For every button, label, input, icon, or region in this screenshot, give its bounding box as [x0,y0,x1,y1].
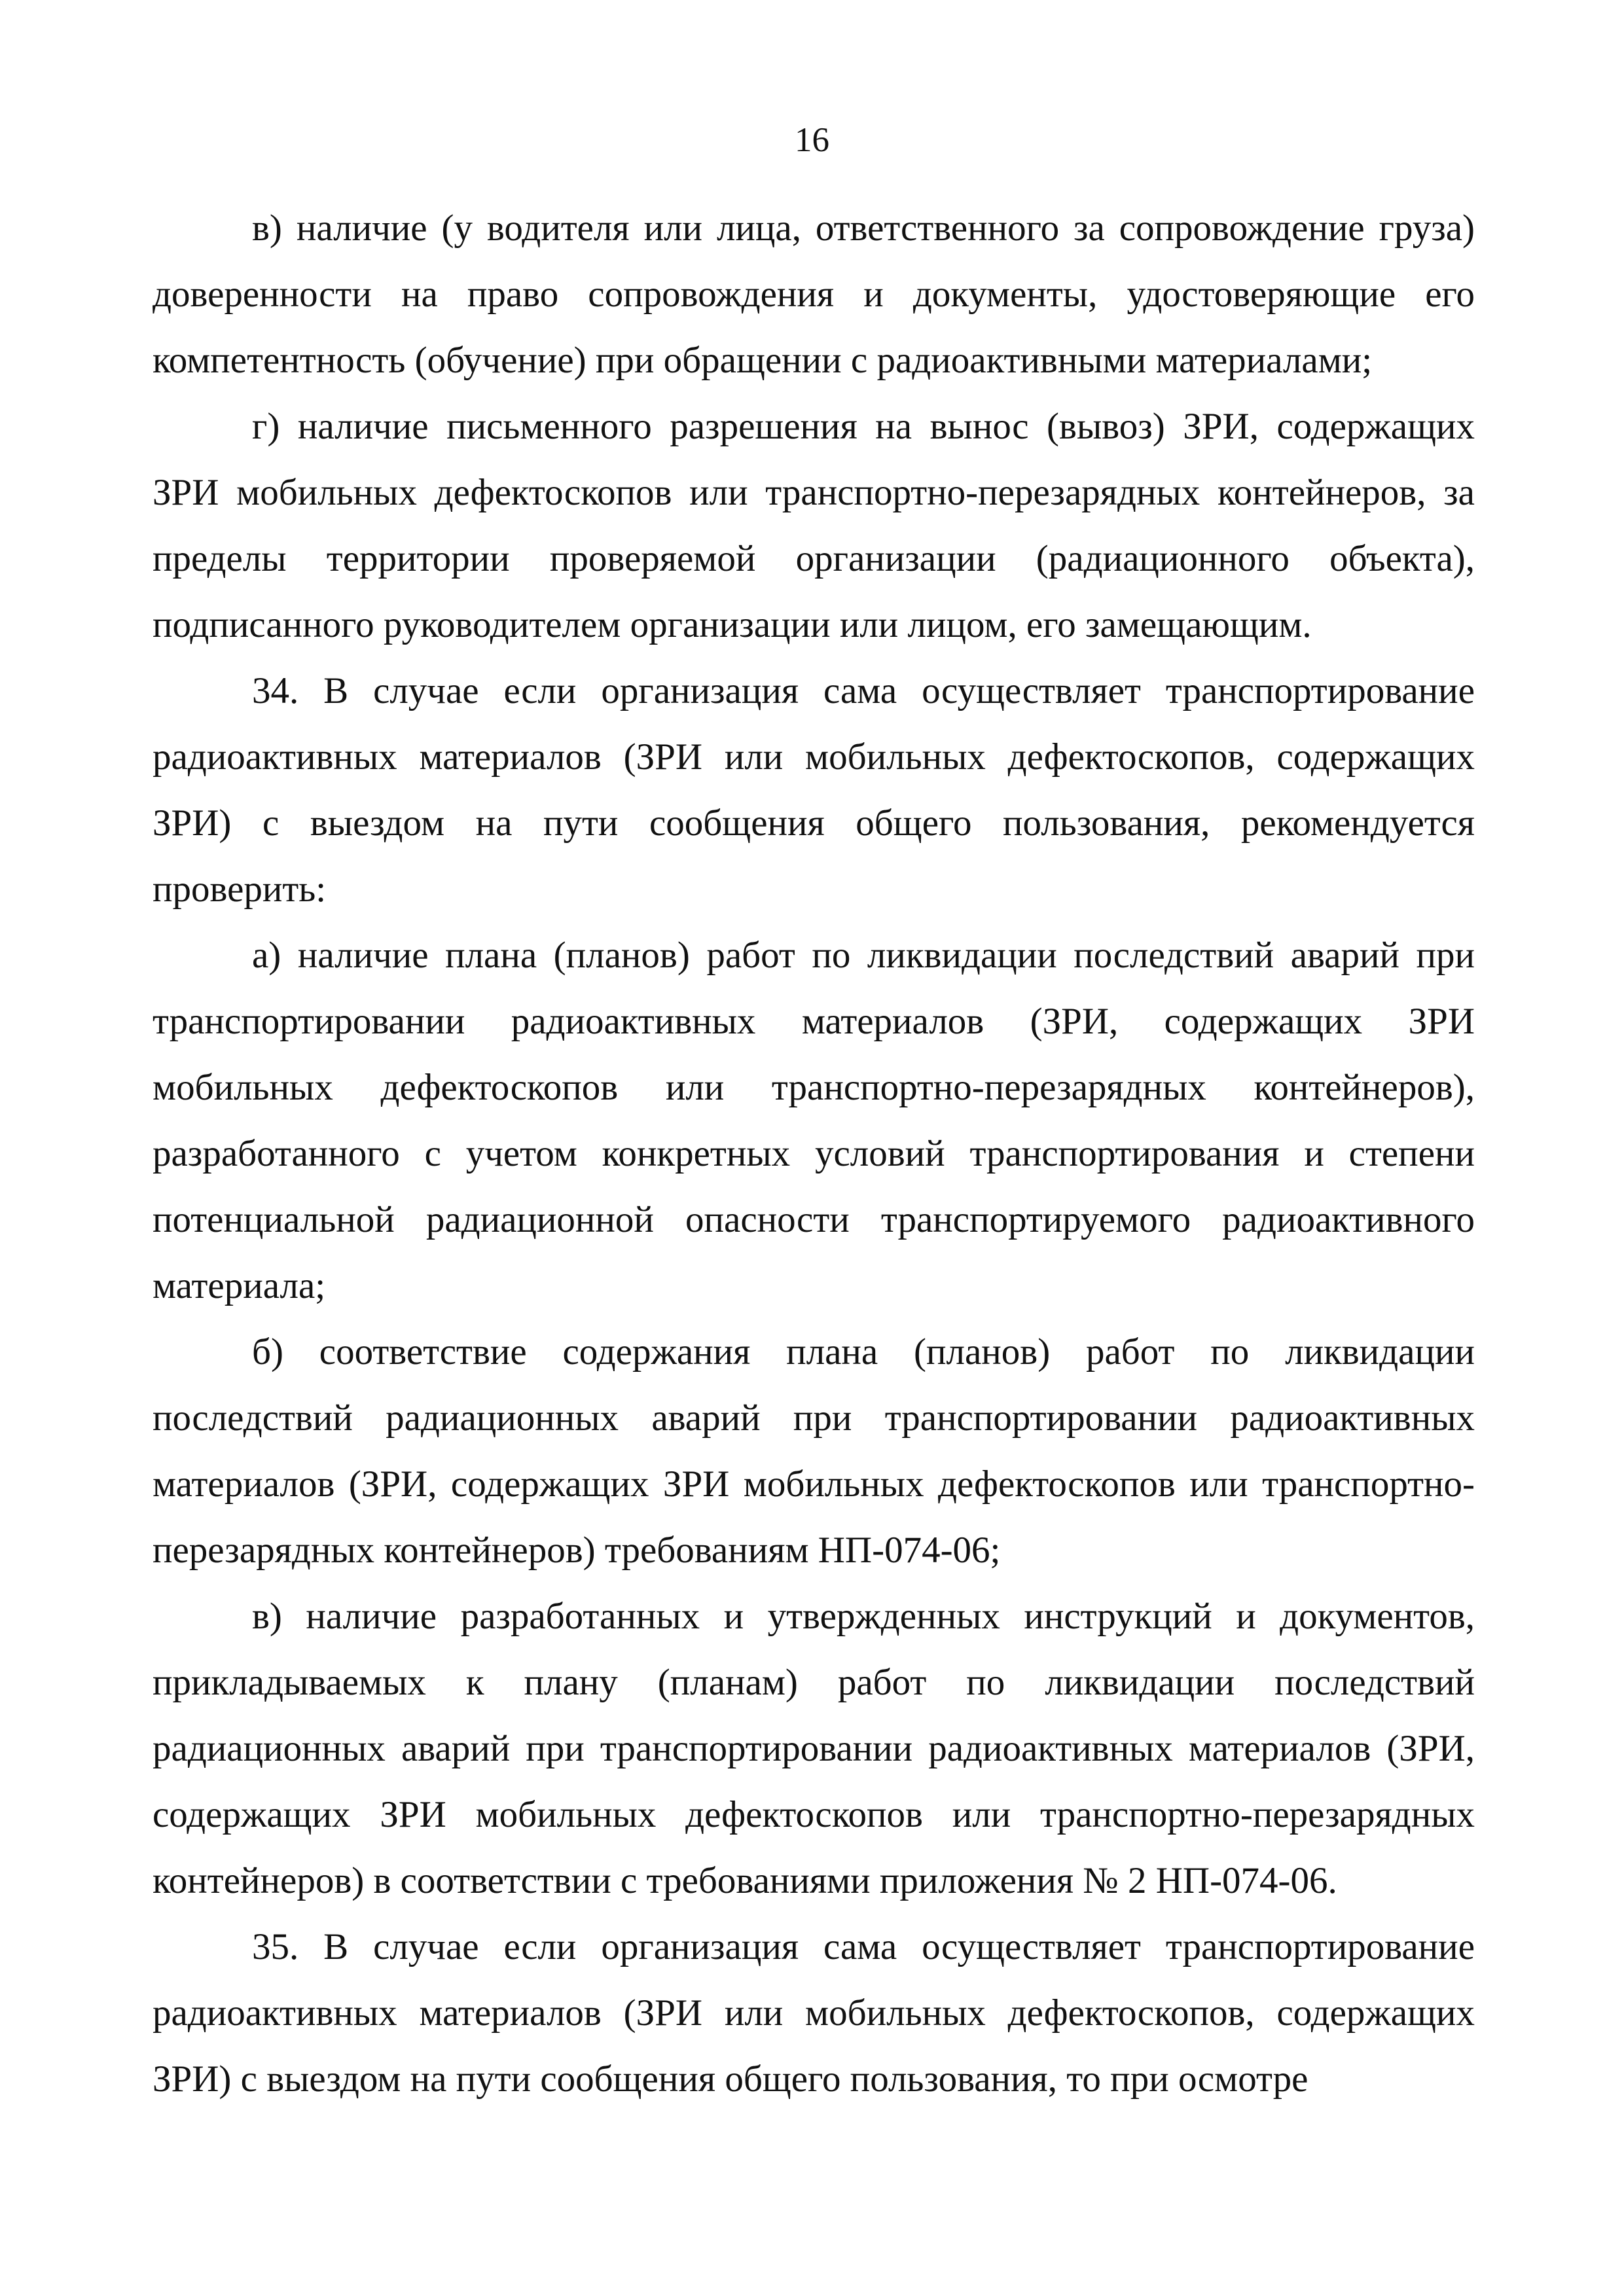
paragraph-clause-34: 34. В случае если организация сама осуществляет транспортирование радиоактивных материалов (ЗРИ или мобильных дефектоскопов, содержащих ЗРИ) с выездом на пути сообщения общего пользования, рекомендуется проверить: [153,670,1475,910]
paragraph-clause-35: 35. В случае если организация сама осуществляет транспортирование радиоактивных материалов (ЗРИ или мобильных дефектоскопов, содержащих ЗРИ) с выездом на пути сообщения общего пользования, то при осмотре [153,1926,1475,2100]
paragraph-item-v-instructions: в) наличие разработанных и утвержденных инструкций и документов, прикладываемых к плану (планам) работ по ликвидации последствий радиационных аварий при транспортировании радиоактивных материалов (ЗРИ, содержащих ЗРИ мобильных дефектоскопов или транспортно-перезарядных контейнеров) в соответствии с требованиями приложения № 2 НП-074-06. [153,1596,1475,1901]
paragraph-item-v-power-of-attorney: в) наличие (у водителя или лица, ответственного за сопровождение груза) доверенности на право сопровождения и документы, удостоверяющие его компетентность (обучение) при обращении с радиоактивными материалами; [153,207,1475,381]
paragraph-item-a-emergency-plan: а) наличие плана (планов) работ по ликвидации последствий аварий при транспортировании радиоактивных материалов (ЗРИ, содержащих ЗРИ мобильных дефектоскопов или транспортно-перезарядных контейнеров), разработанного с учетом конкретных условий транспортирования и степени потенциальной радиационной опасности транспортируемого радиоактивного материала; [153,935,1475,1306]
paragraph-item-g-written-permission: г) наличие письменного разрешения на вынос (вывоз) ЗРИ, содержащих ЗРИ мобильных дефектоскопов или транспортно-перезарядных контейнеров, за пределы территории проверяемой организации (радиационного объекта), подписанного руководителем организации или лицом, его замещающим. [153,406,1475,645]
document-body [153,195,1475,2112]
page-number: 16 [795,121,829,159]
paragraph-item-b-plan-compliance: б) соответствие содержания плана (планов) работ по ликвидации последствий радиационных аварий при транспортировании радиоактивных материалов (ЗРИ, содержащих ЗРИ мобильных дефектоскопов или транспортно-перезарядных контейнеров) требованиям НП-074-06; [153,1331,1475,1571]
